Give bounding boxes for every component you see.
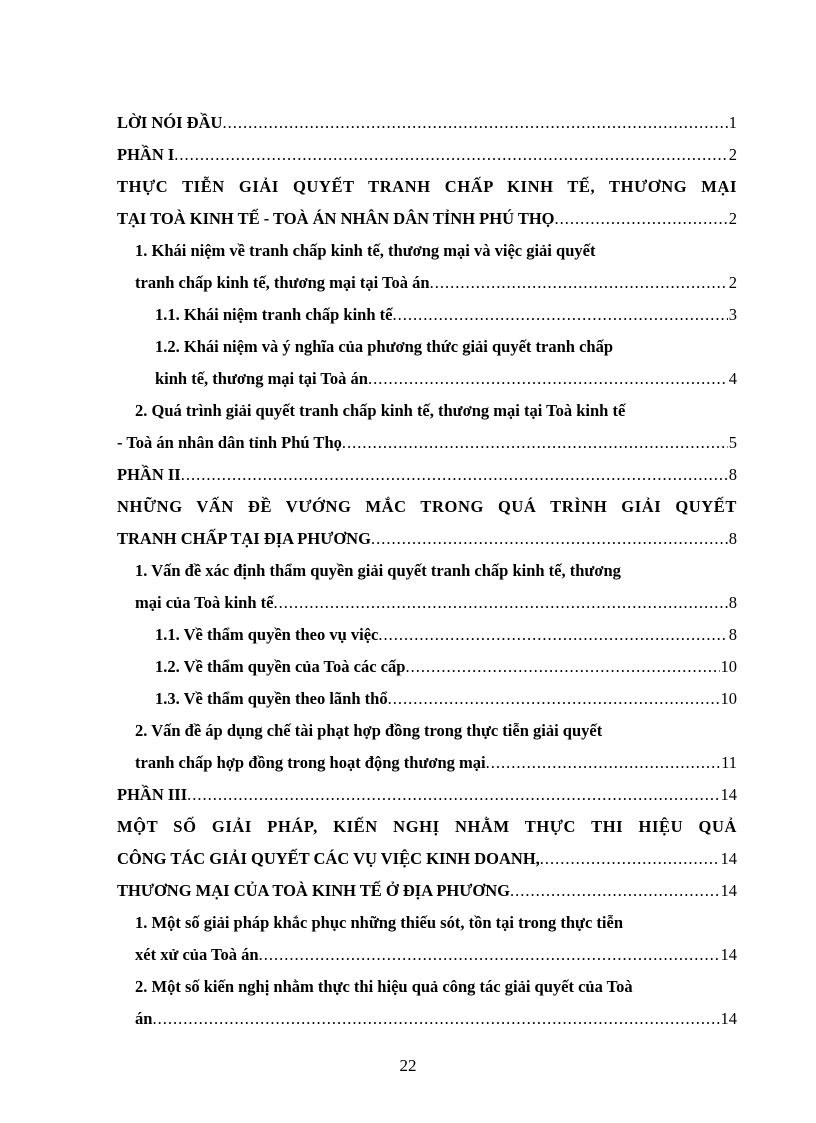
dot-leader: [405, 651, 719, 683]
toc-entry-title: LỜI NÓI ĐẦU: [117, 113, 223, 132]
dot-leader: [388, 683, 720, 715]
toc-entry-1-1[interactable]: [117, 235, 737, 299]
toc-entry-phan-3-heading[interactable]: [117, 811, 737, 875]
toc-entry-phan-1-heading[interactable]: [117, 171, 737, 235]
toc-entry-title-line2: TRANH CHẤP TẠI ĐỊA PHƯƠNG: [117, 529, 371, 548]
toc-entry-3-2[interactable]: [117, 971, 737, 1035]
dot-leader: [181, 459, 728, 491]
toc-entry-3-1[interactable]: [117, 907, 737, 971]
toc-page-number: 10: [720, 689, 737, 708]
toc-entry-title-line1: MỘT SỐ GIẢI PHÁP, KIẾN NGHỊ NHẰM THỰC THI HIỆU QUẢ: [117, 817, 737, 836]
dot-leader: [510, 875, 720, 907]
toc-entry-2-2[interactable]: [117, 715, 737, 779]
toc-entry-title-line1: 2. Một số kiến nghị nhằm thực thi hiệu quả công tác giải quyết của Toà: [135, 977, 633, 996]
toc-entry-title-line2: xét xử của Toà án: [135, 945, 259, 964]
toc-page-number: 8: [728, 529, 737, 548]
table-of-contents: [117, 107, 737, 1035]
toc-entry-phan-2-heading[interactable]: [117, 491, 737, 555]
toc-entry-loi-noi-dau[interactable]: [117, 107, 737, 139]
dot-leader: [152, 1003, 719, 1035]
page-number-footer: 22: [399, 1056, 417, 1075]
dot-leader: [540, 843, 720, 875]
dot-leader: [222, 107, 727, 139]
dot-leader: [273, 587, 727, 619]
dot-leader: [187, 779, 719, 811]
toc-page-number: 8: [728, 593, 737, 612]
toc-page-number: 2: [728, 273, 737, 292]
dot-leader: [378, 619, 727, 651]
toc-entry-title-line2: kinh tế, thương mại tại Toà án: [155, 369, 368, 388]
toc-entry-title-line2: tranh chấp kinh tế, thương mại tại Toà án: [135, 273, 430, 292]
toc-page-number: 2: [728, 209, 737, 228]
toc-page-number: 4: [728, 369, 737, 388]
toc-page-number: 14: [720, 945, 737, 964]
toc-entry-title: 1.1. Khái niệm tranh chấp kinh tế: [155, 305, 393, 324]
toc-entry-phan-1[interactable]: [117, 139, 737, 171]
toc-entry-title: 1.2. Về thẩm quyền của Toà các cấp: [155, 657, 406, 676]
toc-entry-1-1-2[interactable]: [117, 331, 737, 395]
toc-entry-title-line2: mại của Toà kinh tế: [135, 593, 274, 612]
toc-entry-title-line2: CÔNG TÁC GIẢI QUYẾT CÁC VỤ VIỆC KINH DOANH,: [117, 849, 540, 868]
toc-entry-2-1[interactable]: [117, 555, 737, 619]
toc-page-number: 14: [720, 785, 737, 804]
toc-page-number: 3: [728, 305, 737, 324]
toc-entry-title-line1: 2. Quá trình giải quyết tranh chấp kinh tế, thương mại tại Toà kinh tế: [135, 401, 626, 420]
dot-leader: [392, 299, 727, 331]
toc-entry-title-line1: NHỮNG VẤN ĐỀ VƯỚNG MẮC TRONG QUÁ TRÌNH GIẢI QUYẾT: [117, 497, 737, 516]
toc-entry-title-line1: 1.2. Khái niệm và ý nghĩa của phương thức giải quyết tranh chấp: [155, 337, 614, 356]
toc-entry-title: PHẦN III: [117, 785, 188, 804]
toc-entry-title: THƯƠNG MẠI CỦA TOÀ KINH TẾ Ở ĐỊA PHƯƠNG: [117, 881, 510, 900]
toc-page-number: 5: [728, 433, 737, 452]
toc-entry-title-line1: 1. Khái niệm về tranh chấp kinh tế, thương mại và việc giải quyết: [135, 241, 596, 260]
dot-leader: [368, 363, 728, 395]
toc-page-number: 1: [728, 113, 737, 132]
toc-entry-title: PHẦN I: [117, 145, 175, 164]
toc-entry-title: PHẦN II: [117, 465, 181, 484]
toc-entry-2-1-1[interactable]: [117, 619, 737, 651]
toc-entry-title: 1.3. Về thẩm quyền theo lãnh thổ: [155, 689, 388, 708]
toc-entry-2-1-2[interactable]: [117, 651, 737, 683]
toc-page-number: 14: [720, 881, 737, 900]
toc-page-number: 14: [720, 1009, 737, 1028]
dot-leader: [486, 747, 720, 779]
toc-page-number: 8: [728, 465, 737, 484]
toc-entry-title-line1: THỰC TIỄN GIẢI QUYẾT TRANH CHẤP KINH TẾ, THƯƠNG MẠI: [117, 177, 737, 196]
dot-leader: [430, 267, 728, 299]
toc-page-number: 14: [720, 849, 737, 868]
toc-entry-phan-3[interactable]: [117, 779, 737, 811]
toc-page-number: 2: [728, 145, 737, 164]
toc-page-number: 10: [720, 657, 737, 676]
toc-entry-title-line1: 1. Vấn đề xác định thẩm quyền giải quyết tranh chấp kinh tế, thương: [135, 561, 621, 580]
toc-entry-1-2[interactable]: [117, 395, 737, 459]
toc-entry-2-1-3[interactable]: [117, 683, 737, 715]
dot-leader: [259, 939, 720, 971]
toc-entry-phan-3-heading-cont[interactable]: [117, 875, 737, 907]
dot-leader: [371, 523, 728, 555]
toc-entry-1-1-1[interactable]: [117, 299, 737, 331]
toc-entry-title: 1.1. Về thẩm quyền theo vụ việc: [155, 625, 379, 644]
toc-entry-title-line2: TẠI TOÀ KINH TẾ - TOÀ ÁN NHÂN DÂN TỈNH PHÚ THỌ: [117, 209, 555, 228]
toc-page-number: 11: [721, 753, 737, 772]
toc-entry-title-line1: 1. Một số giải pháp khắc phục những thiếu sót, tồn tại trong thực tiễn: [135, 913, 623, 932]
dot-leader: [555, 203, 728, 235]
toc-entry-phan-2[interactable]: [117, 459, 737, 491]
toc-page-number: 8: [728, 625, 737, 644]
toc-entry-title-line2: - Toà án nhân dân tỉnh Phú Thọ: [117, 433, 342, 452]
dot-leader: [342, 427, 728, 459]
dot-leader: [174, 139, 727, 171]
toc-entry-title-line2: tranh chấp hợp đồng trong hoạt động thương mại: [135, 753, 486, 772]
toc-entry-title-line1: 2. Vấn đề áp dụng chế tài phạt hợp đồng trong thực tiễn giải quyết: [135, 721, 603, 740]
toc-entry-title-line2: án: [135, 1009, 153, 1028]
